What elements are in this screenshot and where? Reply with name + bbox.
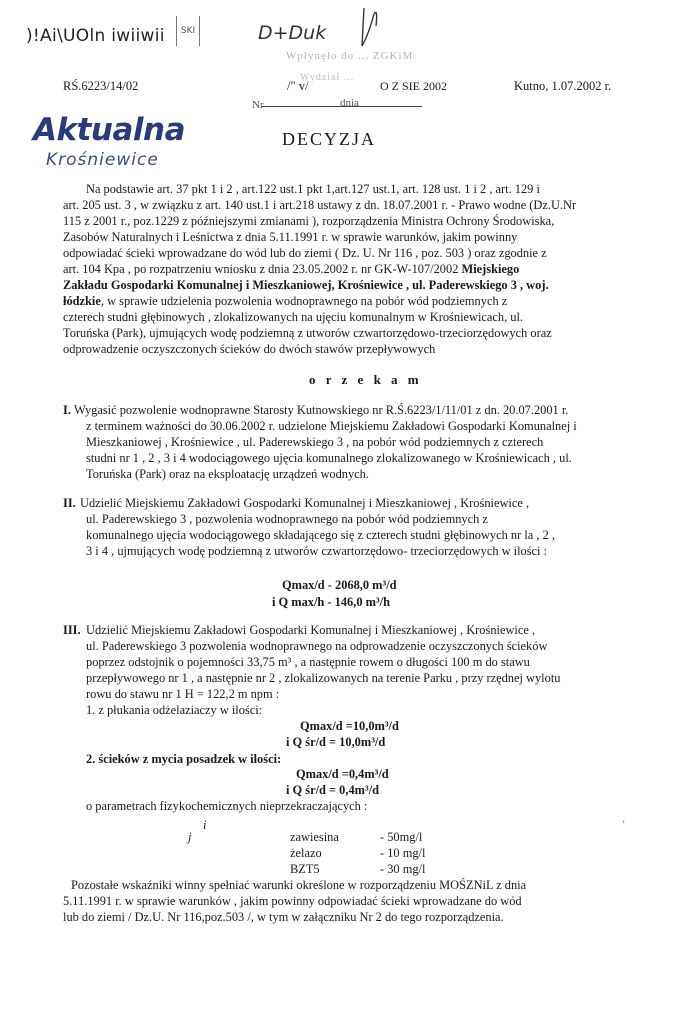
applicant-voivodeship: łódzkie bbox=[63, 294, 101, 308]
param-value: - 10 mg/l bbox=[380, 846, 426, 860]
param-name: BZT5 bbox=[290, 862, 320, 876]
reference-number: RŚ.6223/14/02 bbox=[63, 79, 139, 93]
section-line: komunalnego ujęcia wodociągowego składającego się z czterech studni głębinowych nr la , 2 , bbox=[86, 528, 555, 542]
stamp-underline bbox=[262, 106, 422, 107]
param-mark: i bbox=[203, 818, 207, 832]
param-value: - 50mg/l bbox=[380, 830, 423, 844]
formula-qmax-hour: i Q max/h - 146,0 m³/h bbox=[272, 595, 390, 609]
parameters-intro: o parametrach fizykochemicznych nieprzekraczających : bbox=[86, 799, 368, 813]
section-line: poprzez odstojnik o pojemności 33,75 m³ , a następnie rowem o długości 100 m do stawu bbox=[86, 655, 530, 669]
section-line: 3 i 4 , ujmujących wodę podziemną z utworów czwartorzędowo- trzeciorzędowych w ilości : bbox=[86, 544, 548, 558]
intro-line: Na podstawie art. 37 pkt 1 i 2 , art.122 ust.1 pkt 1,art.127 ust.1, art. 128 ust. 1 i 2 , art. 129 i bbox=[86, 182, 540, 196]
footer-line: lub do ziemi / Dz.U. Nr 116,poz.503 /, w tym w załączniku Nr 2 do tego rozporządzenia. bbox=[63, 910, 504, 924]
ruling-heading: o r z e k a m bbox=[309, 372, 423, 387]
applicant-name: Miejskiego bbox=[461, 262, 520, 276]
intro-line: odprowadzenie oczyszczonych ścieków do dwóch stawów przepływowych bbox=[63, 342, 436, 356]
section-line: przepływowego nr 1 , a następnie nr 2 , zlokalizowanych na terenie Parku , przy rzędnej wylotu bbox=[86, 671, 561, 685]
aktualna-stamp: Aktualna bbox=[33, 112, 186, 148]
handwritten-stroke-icon bbox=[360, 6, 380, 56]
document-title: DECYZJA bbox=[282, 129, 376, 149]
krosniewice-stamp: Krośniewice bbox=[46, 150, 159, 170]
stamp-date-label: dnia bbox=[340, 97, 359, 109]
place-and-date: Kutno, 1.07.2002 r. bbox=[514, 79, 612, 93]
formula-sub1-max: Qmax/d =10,0m³/d bbox=[300, 719, 399, 733]
subsection-1: 1. z płukania odżelaziaczy w ilości: bbox=[86, 703, 263, 717]
section-number: II. bbox=[63, 496, 76, 510]
intro-line: Zasobów Naturalnych i Leśnictwa z dnia 5.11.1991 r. w sprawie warunków, jakim powinny bbox=[63, 230, 518, 244]
section-line: ul. Paderewskiego 3 pozwolenia wodnoprawnego na odprowadzenie oczyszczonych ścieków bbox=[86, 639, 548, 653]
handwritten-signature: D+Duk bbox=[258, 22, 327, 44]
intro-line bbox=[63, 294, 507, 309]
stamp-nr-label: Nr bbox=[252, 99, 264, 111]
scan-header-text: )!Ai\UOln iwiiwii bbox=[26, 26, 165, 46]
formula-sub2-max: Qmax/d =0,4m³/d bbox=[296, 767, 389, 781]
section-line: ul. Paderewskiego 3 , pozwolenia wodnoprawnego na pobór wód podziemnych z bbox=[86, 512, 488, 526]
param-name: żelazo bbox=[290, 846, 322, 860]
stamp-number-mark: /" v/ bbox=[287, 79, 309, 93]
footer-line: Pozostałe wskaźniki winny spełniać warunki określone w rozporządzeniu MOŚZNiL z dnia bbox=[71, 878, 527, 892]
intro-line: Toruńska (Park), ujmujących wodę podziemną z utworów czwartorzędowo-trzeciorzędowych oraz bbox=[63, 326, 552, 340]
formula-qmax-day: Qmax/d - 2068,0 m³/d bbox=[282, 578, 397, 592]
intro-text: art. 104 Kpa , po rozpatrzeniu wniosku z dnia 23.05.2002 r. nr GK-W-107/2002 bbox=[63, 262, 459, 276]
intro-line: art. 205 ust. 3 , w związku z art. 140 ust.1 i art.218 ustawy z dn. 18.07.2001 r. - Prawo wodne (Dz.U.Nr bbox=[63, 198, 577, 212]
intro-text: , w sprawie udzielenia pozwolenia wodnoprawnego na pobór wód podziemnych z bbox=[100, 294, 508, 308]
applicant-address: Zakładu Gospodarki Komunalnej i Mieszkaniowej, Krośniewice , ul. Paderewskiego 3 , woj. bbox=[63, 278, 549, 292]
param-name: zawiesina bbox=[290, 830, 339, 844]
section-line: rowu do stawu nr 1 H = 122,2 m npm : bbox=[86, 687, 280, 701]
section-line: Udzielić Miejskiemu Zakładowi Gospodarki Komunalnej i Mieszkaniowej , Krośniewice , bbox=[86, 623, 536, 637]
footer-line: 5.11.1991 r. w sprawie warunków , jakim powinny odpowiadać ścieki wprowadzane do wód bbox=[63, 894, 522, 908]
intro-line: odpowiadać ścieki wprowadzane do wód lub do ziemi ( Dz. U. Nr 116 , poz. 503 ) oraz zgodnie z bbox=[63, 246, 547, 260]
section-number: III. bbox=[63, 623, 81, 637]
formula-sub2-avg: i Q śr/d = 0,4m³/d bbox=[286, 783, 380, 797]
intro-line bbox=[63, 262, 519, 277]
section-line: studni nr 1 , 2 , 3 i 4 wodociągowego ujęcia komunalnego zlokalizowanego w Krośniewicach , ul. bbox=[86, 451, 572, 465]
stamp-mark: SKI bbox=[176, 16, 200, 46]
intro-line: 115 z 2001 r., poz.1229 z późniejszymi zmianami ), rozporządzenia Ministra Ochrony Środowiska, bbox=[63, 214, 555, 228]
received-stamp-line-1: Wpłynęło do ... ZGKiM bbox=[286, 50, 414, 62]
stray-mark: , bbox=[622, 811, 626, 825]
param-value: - 30 mg/l bbox=[380, 862, 426, 876]
section-line: Udzielić Miejskiemu Zakładowi Gospodarki Komunalnej i Mieszkaniowej , Krośniewice , bbox=[80, 496, 530, 510]
received-date: O Z SIE 2002 bbox=[380, 79, 447, 93]
section-line: Mieszkaniowej , Krośniewice , ul. Paderewskiego 3 , na pobór wód podziemnych z czterech bbox=[86, 435, 544, 449]
received-stamp-line-2: Wydział ... bbox=[300, 72, 355, 83]
intro-line: czterech studni głębinowych , zlokalizowanych na ujęciu komunalnym w Krośniewicach, ul. bbox=[63, 310, 524, 324]
formula-sub1-avg: i Q śr/d = 10,0m³/d bbox=[286, 735, 386, 749]
section-number: I. bbox=[63, 403, 71, 417]
section-line: Wygasić pozwolenie wodnoprawne Starosty Kutnowskiego nr R.Ś.6223/1/11/01 z dn. 20.07.2001 r. bbox=[74, 403, 569, 417]
param-mark: j bbox=[188, 830, 192, 844]
section-line: z terminem ważności do 30.06.2002 r. udzielone Miejskiemu Zakładowi Gospodarki Komunalnej i bbox=[86, 419, 577, 433]
section-line: Toruńska (Park) oraz na eksploatację urządzeń wodnych. bbox=[86, 467, 369, 481]
subsection-2: 2. ścieków z mycia posadzek w ilości: bbox=[86, 752, 282, 766]
